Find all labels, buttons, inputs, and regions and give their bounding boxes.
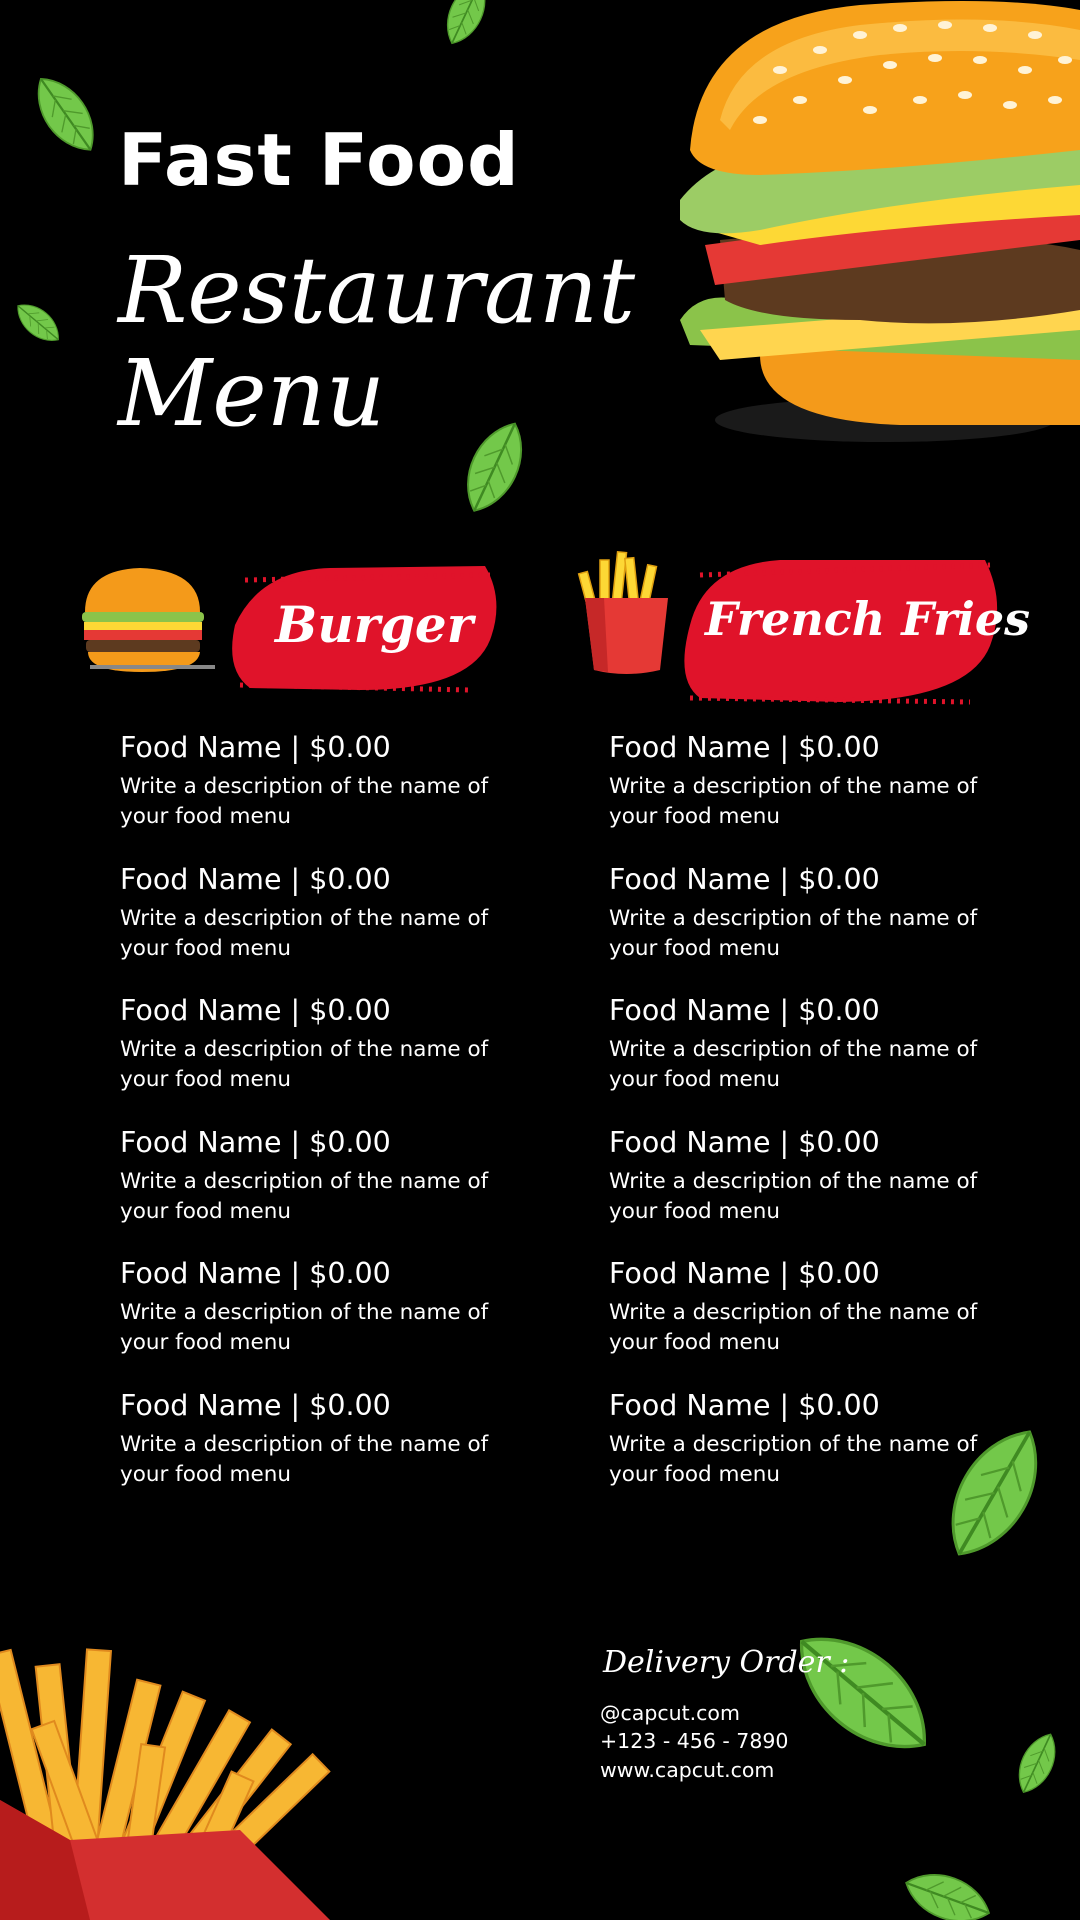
menu-item (120, 1386, 540, 1518)
burger-menu-list (120, 728, 540, 1517)
menu-item-name-price: Food Name | $0.00 (120, 862, 391, 896)
menu-item-name-price: Food Name | $0.00 (609, 862, 880, 896)
fries-category-icon (579, 552, 668, 674)
menu-item-name-price: Food Name | $0.00 (609, 1388, 880, 1422)
menu-item-description: Write a description of the name of your food menu (120, 1431, 489, 1487)
contact-website: www.capcut.com (600, 1758, 775, 1782)
menu-item-name-price: Food Name | $0.00 (609, 731, 880, 764)
menu-item (609, 1123, 1029, 1255)
leaf-icon (1010, 1728, 1064, 1799)
fries-menu-list (609, 728, 1029, 1517)
title-fast-food: Fast Food (118, 118, 520, 202)
menu-item-description: Write a description of the name of your food menu (120, 1300, 489, 1355)
menu-item (609, 860, 1029, 992)
menu-item (120, 728, 540, 860)
menu-item-description: Write a description of the name of your food menu (120, 1037, 489, 1092)
menu-item (120, 991, 540, 1123)
menu-item (120, 1123, 540, 1255)
menu-item-description: Write a description of the name of your food menu (120, 1168, 489, 1224)
menu-item-description: Write a description of the name of your food menu (120, 905, 489, 961)
menu-item-name-price: Food Name | $0.00 (120, 1388, 391, 1422)
category-french-fries-label: French Fries (705, 592, 1030, 646)
menu-item-name-price: Food Name | $0.00 (120, 1257, 391, 1290)
title-menu: Menu (118, 340, 386, 447)
menu-item-name-price: Food Name | $0.00 (120, 1125, 391, 1159)
burger-category-icon (82, 568, 215, 672)
menu-item-description: Write a description of the name of your food menu (609, 1037, 978, 1092)
category-burger-label: Burger (275, 595, 474, 654)
menu-item-name-price: Food Name | $0.00 (609, 1125, 880, 1159)
menu-item-description: Write a description of the name of your food menu (609, 774, 978, 829)
menu-item-description: Write a description of the name of your food menu (120, 774, 489, 829)
menu-item (609, 991, 1029, 1123)
delivery-order-title: Delivery Order : (603, 1645, 850, 1680)
contact-phone: +123 - 456 - 7890 (600, 1729, 789, 1753)
menu-item-name-price: Food Name | $0.00 (609, 994, 880, 1027)
menu-item (609, 1386, 1029, 1518)
menu-item-name-price: Food Name | $0.00 (120, 731, 391, 764)
leaf-icon (24, 67, 107, 161)
menu-item-name-price: Food Name | $0.00 (609, 1257, 880, 1290)
menu-item (609, 1254, 1029, 1386)
title-restaurant: Restaurant (118, 237, 636, 344)
menu-item-name-price: Food Name | $0.00 (120, 994, 391, 1027)
menu-item-description: Write a description of the name of your food menu (609, 1431, 978, 1487)
menu-item (609, 728, 1029, 860)
leaf-icon (778, 1613, 949, 1773)
leaf-icon (10, 296, 66, 349)
leaf-icon (899, 1864, 996, 1920)
contact-email: @capcut.com (600, 1701, 740, 1725)
leaf-icon (438, 0, 495, 50)
french-fries-illustration (0, 1649, 330, 1920)
menu-item (120, 1254, 540, 1386)
menu-item (120, 860, 540, 992)
leaf-icon (454, 414, 535, 520)
burger-illustration (680, 1, 1080, 442)
menu-item-description: Write a description of the name of your food menu (609, 1300, 978, 1355)
menu-item-description: Write a description of the name of your food menu (609, 1168, 978, 1224)
menu-item-description: Write a description of the name of your food menu (609, 905, 978, 961)
